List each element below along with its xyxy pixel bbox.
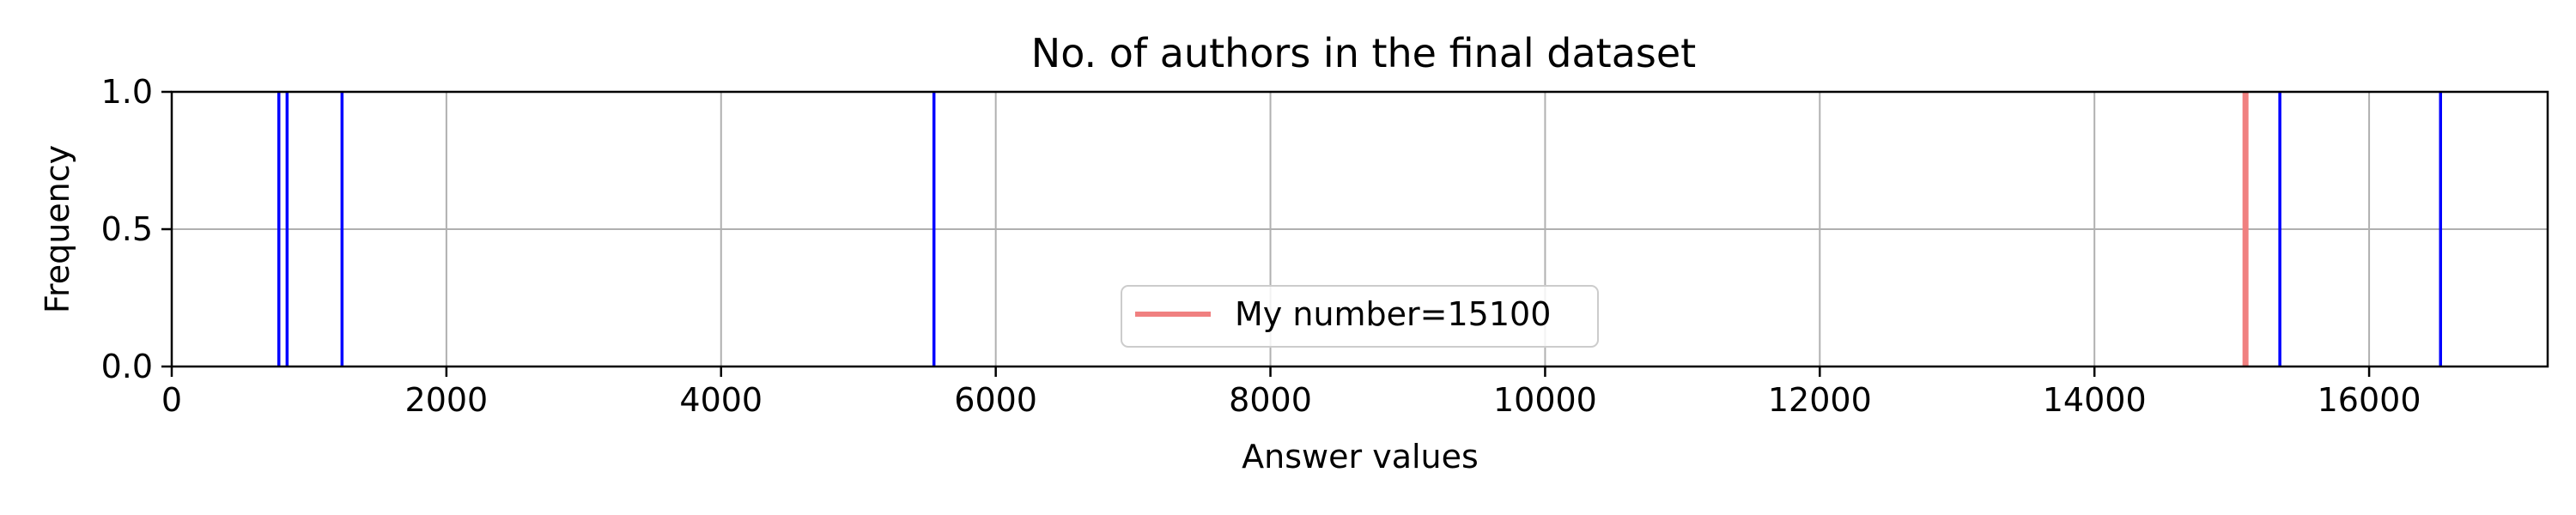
chart-title: No. of authors in the final dataset (1030, 30, 1697, 76)
x-tick-label: 16000 (2317, 381, 2421, 419)
y-axis-ticks (101, 73, 172, 385)
x-tick-label: 0 (161, 381, 183, 419)
y-tick-label: 0.5 (100, 210, 153, 248)
x-tick-label: 14000 (2042, 381, 2147, 419)
x-axis-ticks (161, 367, 2421, 419)
x-axis-label: Answer values (1242, 438, 1479, 476)
x-tick-label: 10000 (1492, 381, 1597, 419)
x-tick-label: 12000 (1767, 381, 1872, 419)
x-tick-label: 2000 (404, 381, 489, 419)
y-tick-label: 0.0 (100, 348, 153, 385)
y-axis-label: Frequency (39, 144, 76, 314)
legend[interactable] (1121, 286, 1598, 347)
x-tick-label: 4000 (679, 381, 763, 419)
y-tick-label: 1.0 (100, 73, 153, 111)
legend-label: My number=15100 (1235, 295, 1552, 333)
x-tick-label: 6000 (954, 381, 1038, 419)
x-tick-label: 8000 (1229, 381, 1312, 419)
